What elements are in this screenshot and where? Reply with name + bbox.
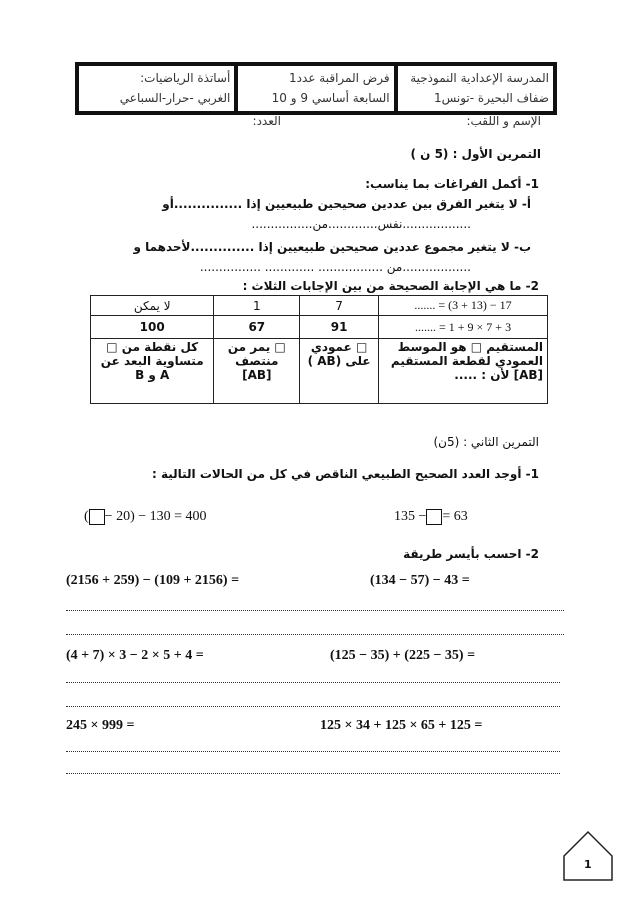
exam-title: فرض المراقبة عدد1 (289, 71, 390, 85)
option-cell[interactable]: □ يمر من منتصف [AB] (214, 339, 300, 404)
q1-a-line1[interactable]: أ- لا يتغير الفرق بين عددين صحيحين طبيعيين إذا ...............أو (162, 197, 531, 211)
question-cell: 17 − (13 + 3) = ....... (379, 296, 548, 316)
table-row (91, 316, 548, 339)
answer-line[interactable] (66, 634, 564, 635)
eq-part: − 20) − 130 = 400 (104, 509, 207, 525)
question-cell: المستقيم □ هو الموسط العمودي لقطعة المستقيم [AB] لأن : ..... (379, 339, 548, 404)
option-cell[interactable]: □ عمودي على (AB ) (300, 339, 379, 404)
ex2-q1-title: 1- أوجد العدد الصحيح الطبيعي الناقص في كل من الحالات التالية : (151, 467, 539, 481)
exam-class: السابعة أساسي 9 و 10 (271, 91, 390, 105)
exercise-1-title: التمرين الأول : (5 ن ) (410, 147, 541, 161)
page-number: 1 (584, 858, 592, 871)
school-cell (398, 66, 553, 111)
eq-part: = 63 (442, 509, 468, 525)
school-location: ضفاف البحيرة -تونس1 (433, 91, 549, 105)
q1-b-line2[interactable]: ..................من ................. ............. ................ (199, 260, 471, 274)
expression: (4 + 7) × 3 − 2 × 5 + 4 = (66, 648, 204, 663)
answer-line[interactable] (66, 773, 560, 774)
table-row (91, 339, 548, 404)
option-cell[interactable]: 67 (214, 316, 300, 339)
option-cell[interactable]: كل نقطة من □ متساوية البعد عن A و B (91, 339, 214, 404)
teachers-label: أساتذة الرياضيات: (140, 71, 231, 85)
question-cell: 3 + 7 × 9 + 1 = ....... (379, 316, 548, 339)
table-row (91, 296, 548, 316)
number-label: العدد: (252, 114, 281, 128)
equation-right (394, 509, 468, 525)
expression: 125 × 34 + 125 × 65 + 125 = (320, 718, 483, 733)
header-table (75, 62, 557, 115)
ex2-q2-title: 2- احسب بأيسر طريقة (403, 547, 539, 561)
teachers-names: الغربي -حرار-السباعي (119, 91, 231, 105)
q1-b-line1[interactable]: ب- لا يتغير مجموع عددين صحيحين طبيعيين إذا ..............لأحدهما و (133, 240, 531, 254)
option-cell[interactable]: 91 (300, 316, 379, 339)
exam-cell (238, 66, 393, 111)
q1-title: 1- أكمل الفراغات بما يناسب: (365, 177, 539, 191)
expression: 245 × 999 = (66, 718, 135, 733)
answer-line[interactable] (66, 706, 560, 707)
expression: (125 − 35) + (225 − 35) = (330, 648, 476, 663)
expression: (134 − 57) − 43 = (370, 573, 470, 588)
answer-box[interactable] (89, 509, 105, 525)
option-cell[interactable]: 1 (214, 296, 300, 316)
eq-part: 135 − (394, 509, 427, 525)
answer-box[interactable] (426, 509, 442, 525)
mcq-table (90, 295, 548, 404)
school-name: المدرسة الإعدادية النموذجية (410, 71, 549, 85)
option-cell[interactable]: 100 (91, 316, 214, 339)
q1-a-line2[interactable]: ..................نفس.............من................ (251, 217, 471, 231)
page-corner-icon (560, 828, 616, 884)
option-cell[interactable]: 7 (300, 296, 379, 316)
answer-line[interactable] (66, 610, 564, 611)
name-label[interactable]: الإسم و اللقب: (466, 114, 541, 128)
q2-title: 2- ما هي الإجابة الصحيحة من بين الإجابات الثلاث : (242, 279, 539, 293)
answer-line[interactable] (66, 751, 560, 752)
page-number-badge (560, 828, 616, 884)
answer-line[interactable] (66, 682, 560, 683)
teachers-cell (79, 66, 234, 111)
eq-part: ( (84, 509, 89, 525)
option-cell[interactable]: لا يمكن (91, 296, 214, 316)
equation-left (84, 509, 207, 525)
exercise-2-title: التمرين الثاني : (5ن) (433, 435, 539, 449)
expression: (2156 + 259) − (109 + 2156) = (66, 573, 240, 588)
